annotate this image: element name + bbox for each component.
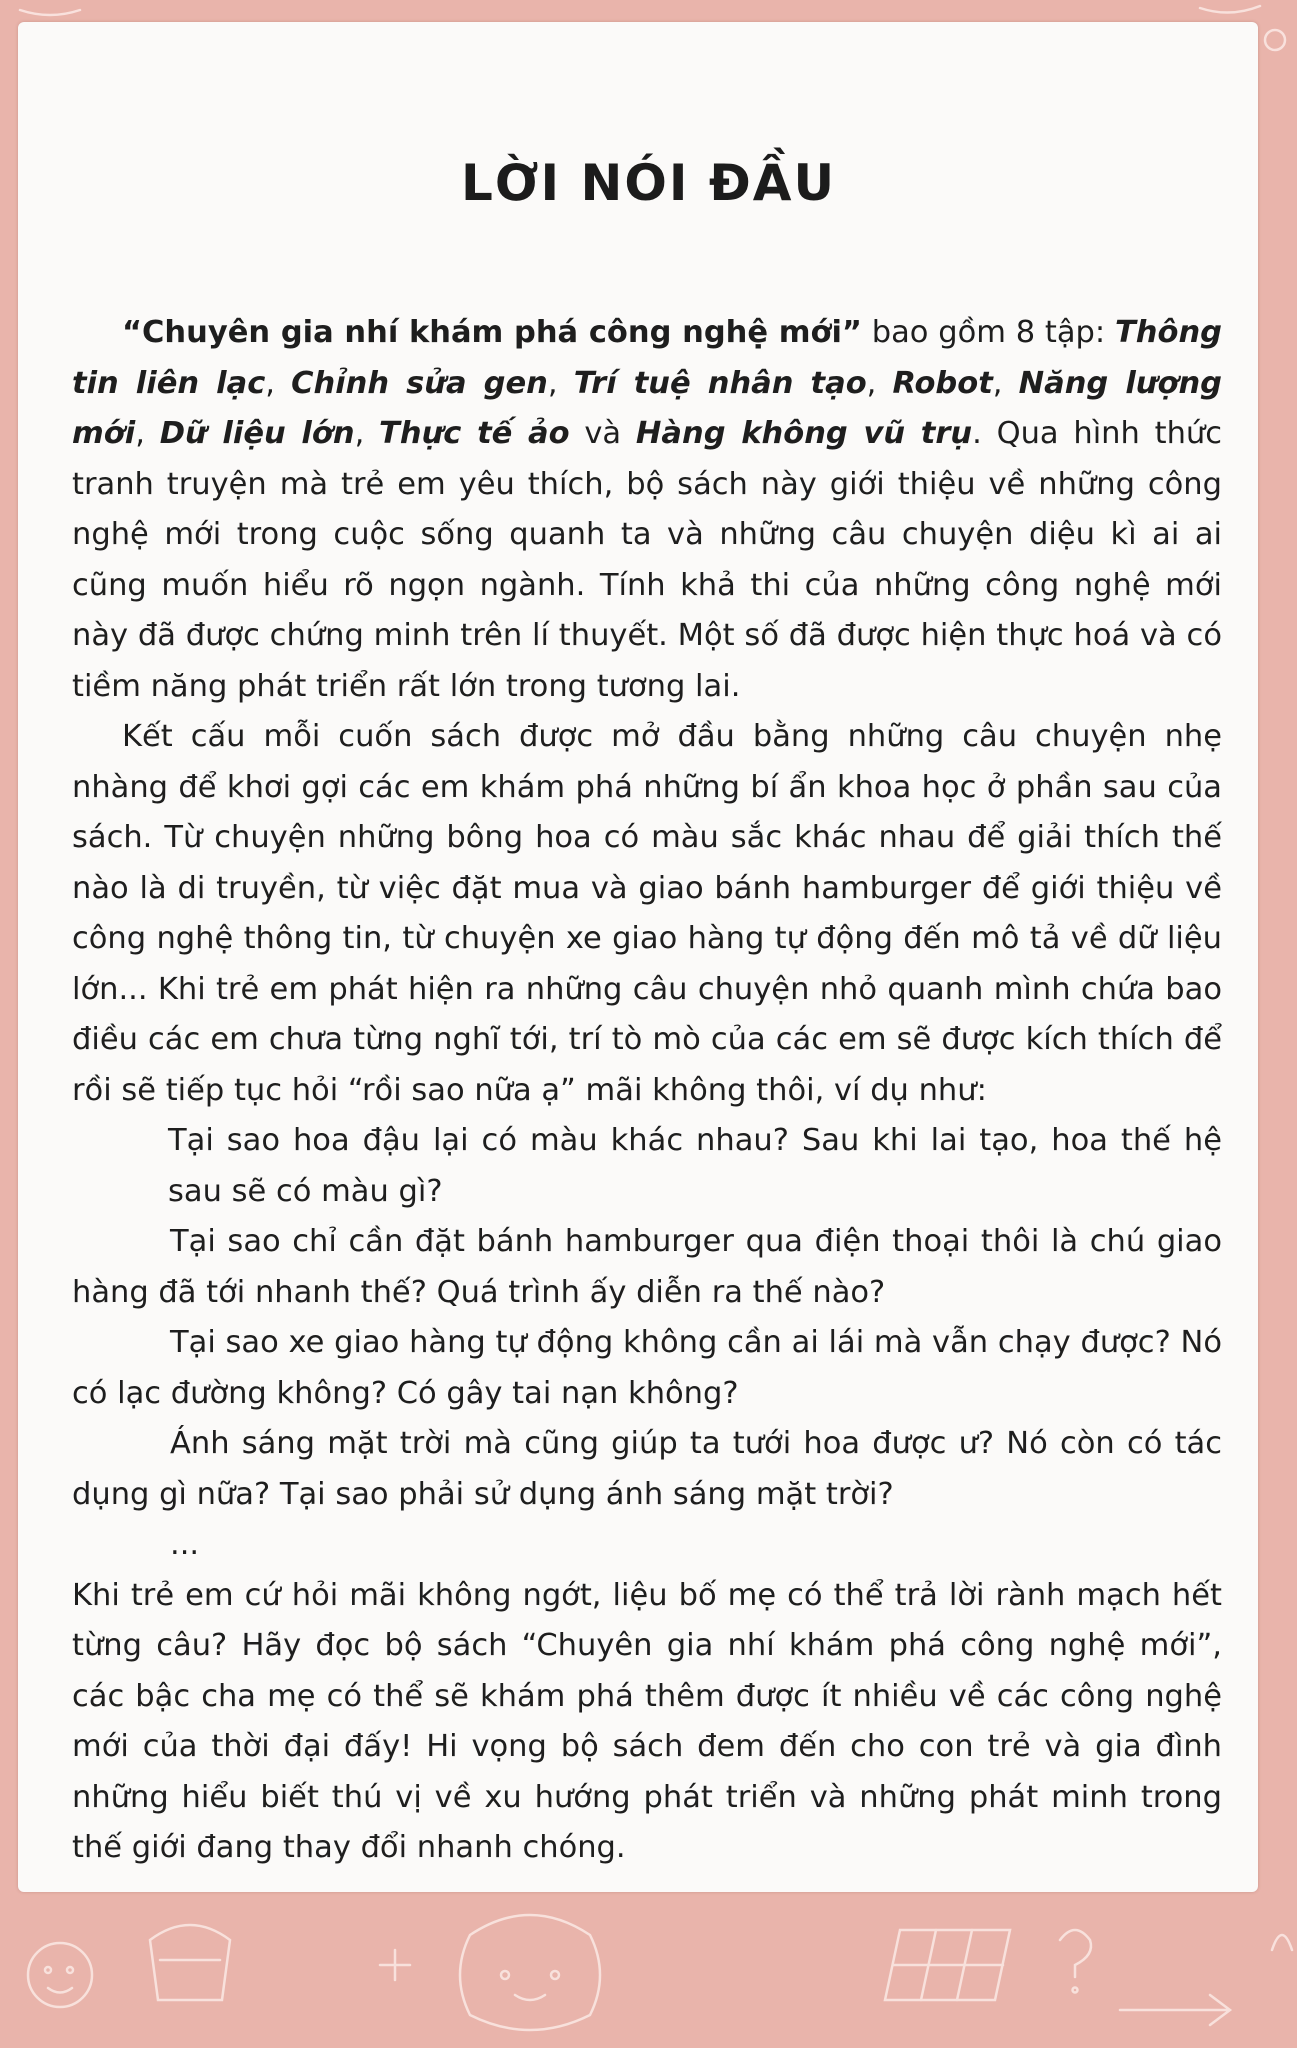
- question-item: Tại sao xe giao hàng tự động không cần ai lái mà vẫn chạy được? Nó có lạc đường không? Có gây tai nạn không?: [72, 1325, 1222, 1411]
- conjunction: và: [569, 416, 636, 451]
- question-item: Ánh sáng mặt trời mà cũng giúp ta tưới hoa được ư? Nó còn có tác dụng gì nữa? Tại sao phải sử dụng ánh sáng mặt trời?: [72, 1426, 1222, 1512]
- volume-title: Dữ liệu lớn: [159, 416, 355, 451]
- closing-paragraph: Khi trẻ em cứ hỏi mãi không ngớt, liệu bố mẹ có thể trả lời rành mạch hết từng câu? Hãy đọc bộ sách “Chuyên gia nhí khám phá công nghệ mới”, các bậc cha mẹ có thể sẽ khám phá thêm được ít nhiều về các công nghệ mới của thời đại đấy! Hi vọng bộ sách đem đến cho con trẻ và gia đình những hiểu biết thú vị về xu hướng phát triển và những phát minh trong thế giới đang thay đổi nhanh chóng.: [72, 1577, 1222, 1865]
- separator: ,: [866, 365, 893, 401]
- preface-body: [72, 308, 1222, 1874]
- intro-includes-text: bao gồm 8 tập:: [861, 315, 1115, 350]
- separator: ,: [992, 365, 1019, 401]
- question-item: Tại sao hoa đậu lại có màu khác nhau? Sau khi lai tạo, hoa thế hệ sau sẽ có màu gì?: [168, 1123, 1222, 1209]
- volume-title: Robot: [892, 365, 993, 401]
- series-name: “Chuyên gia nhí khám phá công nghệ mới”: [122, 315, 862, 350]
- volume-title: Thông tin liên lạc: [72, 315, 1222, 401]
- separator: ,: [265, 365, 292, 401]
- separator: ,: [547, 365, 574, 401]
- intro-paragraph: [72, 308, 1222, 712]
- volume-title: Thực tế ảo: [379, 416, 570, 451]
- separator: ,: [354, 416, 380, 451]
- question-ellipsis: ...: [170, 1527, 200, 1562]
- separator: ,: [135, 416, 160, 451]
- volume-title: Chỉnh sửa gen: [291, 365, 548, 401]
- intro-rest-text: . Qua hình thức tranh truyện mà trẻ em yêu thích, bộ sách này giới thiệu về những công nghệ mới trong cuộc sống quanh ta và những câu chuyện diệu kì ai ai cũng muốn hiểu rõ ngọn ngành. Tính khả thi của những công nghệ mới này đã được chứng minh trên lí thuyết. Một số đã được hiện thực hoá và có tiềm năng phát triển rất lớn trong tương lai.: [72, 416, 1223, 704]
- question-item: Tại sao chỉ cần đặt bánh hamburger qua điện thoại thôi là chú giao hàng đã tới nhanh thế? Quá trình ấy diễn ra thế nào?: [72, 1224, 1222, 1310]
- structure-paragraph: Kết cấu mỗi cuốn sách được mở đầu bằng những câu chuyện nhẹ nhàng để khơi gợi các em khám phá những bí ẩn khoa học ở phần sau của sách. Từ chuyện những bông hoa có màu sắc khác nhau để giải thích thế nào là di truyền, từ việc đặt mua và giao bánh hamburger để giới thiệu về công nghệ thông tin, từ chuyện xe giao hàng tự động đến mô tả về dữ liệu lớn... Khi trẻ em phát hiện ra những câu chuyện nhỏ quanh mình chứa bao điều các em chưa từng nghĩ tới, trí tò mò của các em sẽ được kích thích để rồi sẽ tiếp tục hỏi “rồi sao nữa ạ” mãi không thôi, ví dụ như:: [72, 719, 1222, 1108]
- volume-title: Trí tuệ nhân tạo: [573, 365, 867, 401]
- page-title: LỜI NÓI ĐẦU: [460, 153, 837, 212]
- volume-title: Hàng không vũ trụ: [635, 416, 973, 451]
- volume-title: Năng lượng mới: [72, 365, 1222, 451]
